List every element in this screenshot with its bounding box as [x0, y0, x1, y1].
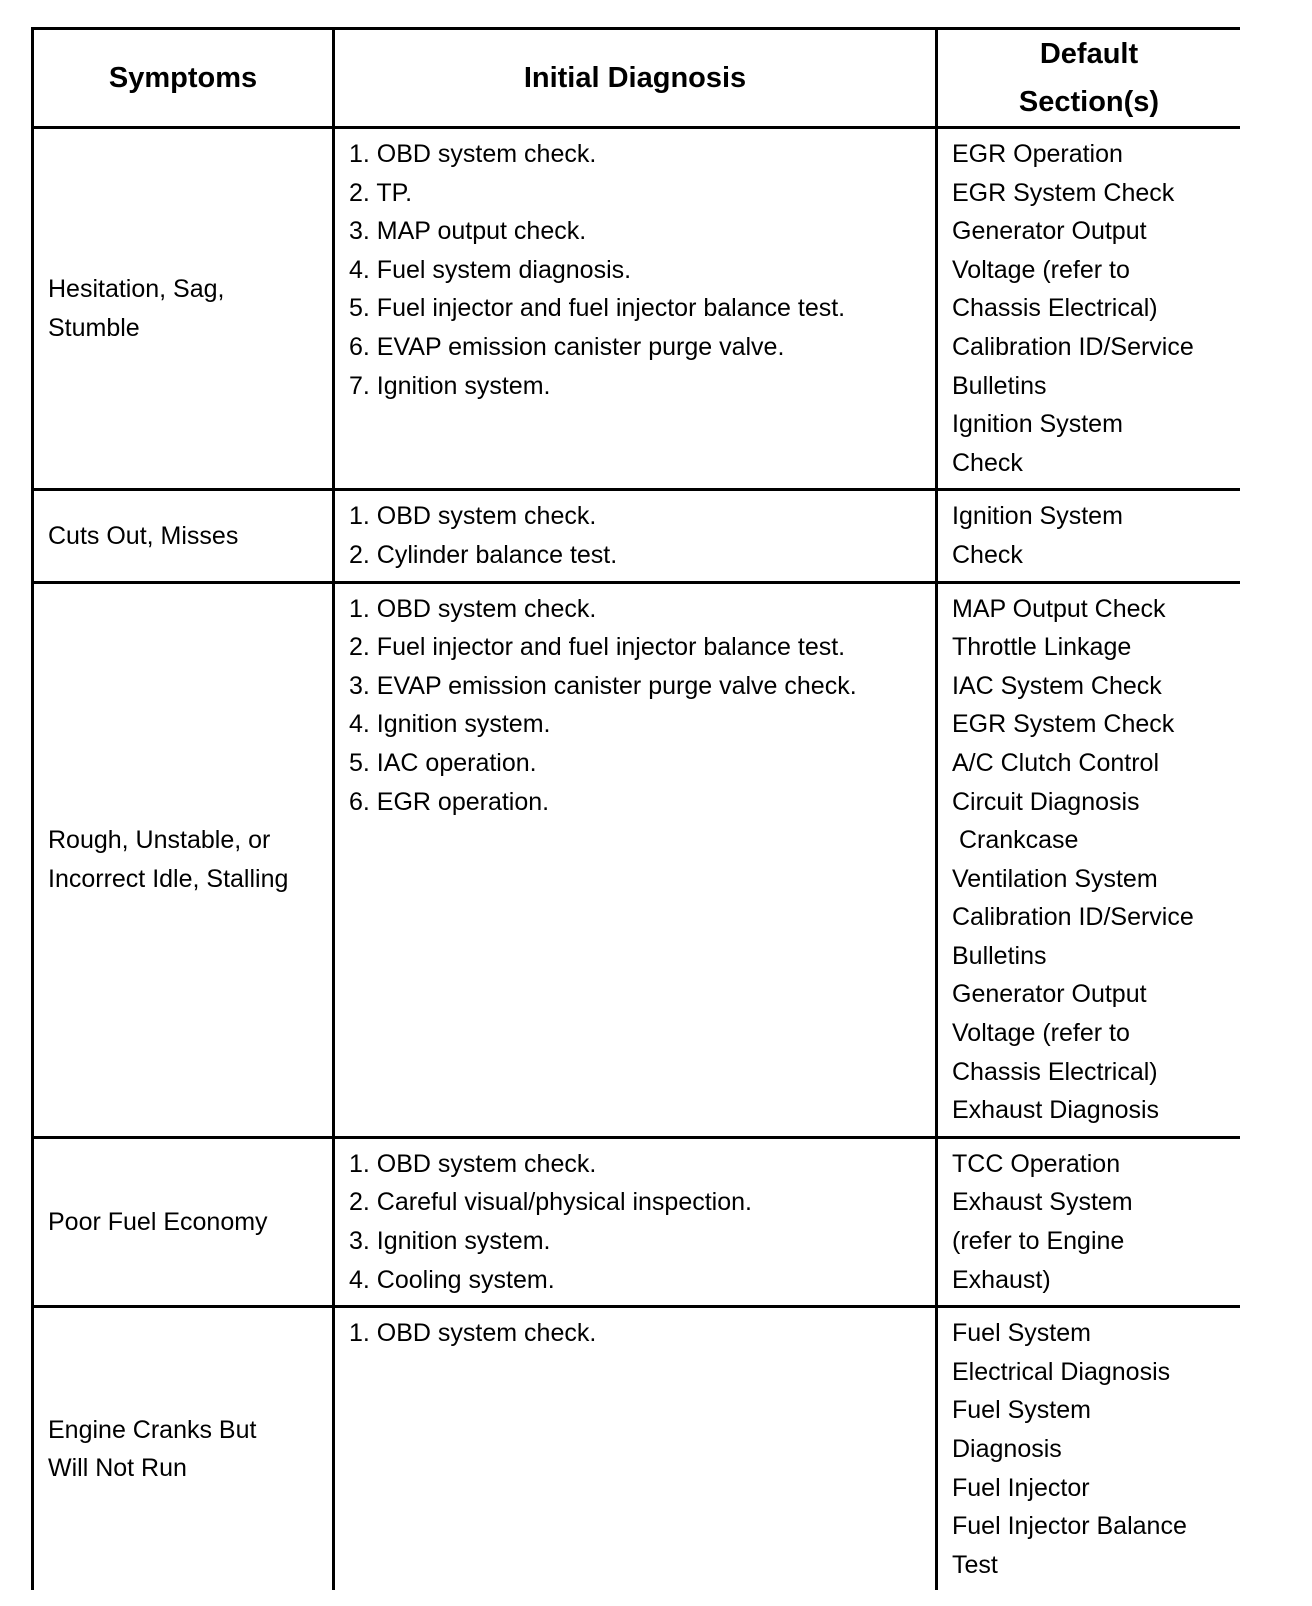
default-section-cell [937, 490, 1241, 582]
initial-diagnosis-cell [334, 582, 937, 1137]
diagnosis-step: 1. OBD system check. [349, 1319, 597, 1348]
diagnosis-step: 4. Cooling system. [349, 1265, 555, 1294]
default-section-line: Fuel System [952, 1319, 1091, 1348]
default-section-line: EGR System Check [952, 178, 1175, 207]
default-section-line: Ignition System [952, 502, 1123, 531]
default-section-line: IAC System Check [952, 671, 1162, 700]
default-section-line: EGR Operation [952, 140, 1123, 168]
default-section-line: Diagnosis [952, 1435, 1062, 1463]
default-section-line: Throttle Linkage [952, 633, 1132, 662]
default-section-line: (refer to Engine [952, 1227, 1125, 1256]
initial-diagnosis-cell [334, 490, 937, 582]
symptom-line: Will Not Run [48, 1454, 187, 1483]
diagnosis-step: 5. IAC operation. [349, 748, 537, 777]
default-section-line: Bulletins [952, 371, 1047, 400]
default-section-line: Ventilation System [952, 864, 1158, 893]
initial-diagnosis-cell [334, 1137, 937, 1306]
header-symptoms: Symptoms [33, 29, 334, 128]
default-section-line: Calibration ID/Service [952, 332, 1194, 361]
symptom-line: Poor Fuel Economy [48, 1207, 268, 1236]
diagnosis-step: 2. Cylinder balance test. [349, 540, 618, 569]
symptom-line: Hesitation, Sag, [48, 275, 225, 304]
initial-diagnosis-cell [334, 1307, 937, 1591]
default-section-line: Check [952, 540, 1023, 569]
default-section-line: Electrical Diagnosis [952, 1357, 1171, 1386]
default-section-line: Exhaust) [952, 1265, 1051, 1294]
default-section-line: Crankcase [952, 826, 1079, 855]
default-section-cell [937, 582, 1241, 1137]
table-row [33, 582, 1241, 1137]
default-section-line: Generator Output [952, 217, 1147, 246]
symptom-cell [33, 1137, 334, 1306]
default-section-line: Fuel Injector Balance [952, 1512, 1187, 1541]
diagnosis-step: 1. OBD system check. [349, 502, 597, 531]
default-section-line: Fuel Injector [952, 1473, 1090, 1502]
default-section-line: Fuel System [952, 1396, 1091, 1425]
initial-diagnosis-cell [334, 128, 937, 490]
diagnosis-step: 7. Ignition system. [349, 371, 551, 400]
diagnosis-step: 4. Ignition system. [349, 710, 551, 739]
default-section-cell [937, 128, 1241, 490]
symptom-line: Engine Cranks But [48, 1415, 257, 1444]
symptom-cell [33, 582, 334, 1137]
diagnosis-step: 3. Ignition system. [349, 1227, 551, 1256]
header-initial-diagnosis: Initial Diagnosis [334, 29, 937, 128]
default-section-cell [937, 1137, 1241, 1306]
default-section-line: Ignition System [952, 410, 1123, 439]
table-row [33, 128, 1241, 490]
diagnosis-table-wrapper [31, 27, 1240, 1606]
header-default-sections: Default Section(s) [937, 29, 1241, 128]
diagnosis-step: 3. EVAP emission canister purge valve check. [349, 671, 857, 700]
default-section-line: Generator Output [952, 980, 1147, 1009]
default-section-line: Bulletins [952, 941, 1047, 970]
default-section-line: Exhaust Diagnosis [952, 1096, 1160, 1125]
diagnosis-step: 1. OBD system check. [349, 140, 597, 168]
symptom-line: Cuts Out, Misses [48, 521, 239, 550]
default-section-line: Chassis Electrical) [952, 1057, 1158, 1086]
diagnosis-step: 1. OBD system check. [349, 594, 597, 623]
default-section-line: Circuit Diagnosis [952, 787, 1140, 816]
diagnosis-step: 2. Fuel injector and fuel injector balance test. [349, 633, 846, 662]
symptom-diagnosis-table [31, 27, 1240, 1590]
symptom-line: Stumble [48, 313, 140, 342]
table-header-row [33, 29, 1241, 128]
default-section-line: MAP Output Check [952, 594, 1166, 623]
diagnosis-step: 6. EGR operation. [349, 787, 550, 816]
default-section-line: Voltage (refer to [952, 1019, 1130, 1048]
default-section-line: Test [952, 1550, 998, 1579]
default-section-line: Calibration ID/Service [952, 903, 1194, 932]
symptom-cell [33, 128, 334, 490]
default-section-line: EGR System Check [952, 710, 1175, 739]
table-row [33, 1307, 1241, 1591]
diagnosis-step: 3. MAP output check. [349, 217, 587, 246]
diagnosis-step: 2. Careful visual/physical inspection. [349, 1188, 752, 1217]
default-section-line: A/C Clutch Control [952, 748, 1160, 777]
table-row [33, 1137, 1241, 1306]
diagnosis-step: 6. EVAP emission canister purge valve. [349, 332, 785, 361]
default-section-line: Exhaust System [952, 1188, 1133, 1217]
table-row [33, 490, 1241, 582]
default-section-line: Chassis Electrical) [952, 294, 1158, 323]
default-section-cell [937, 1307, 1241, 1591]
symptom-line: Rough, Unstable, or [48, 826, 271, 855]
symptom-cell [33, 490, 334, 582]
diagnosis-step: 2. TP. [349, 178, 413, 207]
symptom-cell [33, 1307, 334, 1591]
diagnosis-step: 5. Fuel injector and fuel injector balance test. [349, 294, 846, 323]
diagnosis-step: 4. Fuel system diagnosis. [349, 255, 632, 284]
diagnosis-step: 1. OBD system check. [349, 1149, 597, 1178]
default-section-line: Voltage (refer to [952, 255, 1130, 284]
default-section-line: TCC Operation [952, 1149, 1121, 1178]
default-section-line: Check [952, 448, 1023, 477]
symptom-line: Incorrect Idle, Stalling [48, 864, 289, 893]
